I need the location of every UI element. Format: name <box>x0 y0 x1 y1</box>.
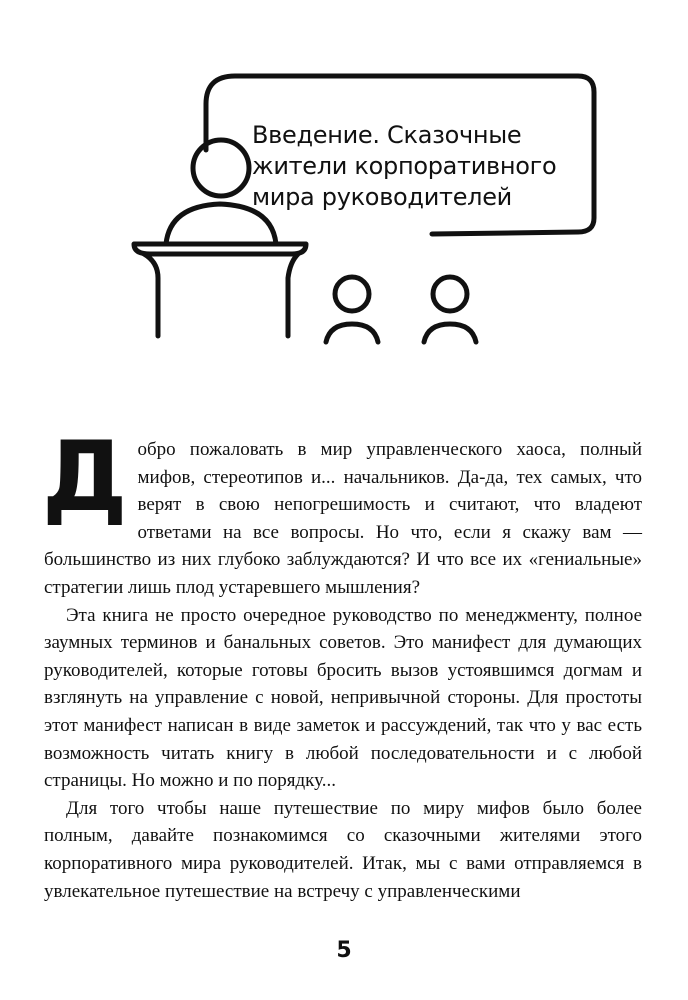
chapter-heading <box>252 120 572 213</box>
audience-head-icon <box>433 277 467 311</box>
page-number: 5 <box>336 938 352 963</box>
chapter-heading-line: Введение. Сказочные <box>252 121 522 149</box>
drop-cap: Д <box>42 421 128 533</box>
paragraph-1: обро пожаловать в мир управленческого хаоса, полный мифов, стереотипов и... начальников. Да-да, тех самых, что верят в свою непогрешимость и считают, что владеют ответами на все вопросы. Но что, если я скажу вам — большинство из них глубоко заблуждаются? И что все их «гениальные» стратегии лишь плод устаревшего мышления? <box>44 439 642 598</box>
audience-shoulders-icon <box>424 324 476 342</box>
podium-icon <box>134 244 306 254</box>
paragraph-3: Для того чтобы наше путешествие по миру мифов было более полным, давайте познакомимся со сказочными жителями этого корпоративного мира руководителей. Итак, мы с вами отправляемся в увлекательное путешествие на встречу с управленческими <box>44 797 642 902</box>
audience-head-icon <box>335 277 369 311</box>
chapter-heading-line: жители корпоративного <box>252 152 557 180</box>
body-text <box>42 421 642 905</box>
audience-shoulders-icon <box>326 324 378 342</box>
speaker-head-icon <box>193 140 249 196</box>
chapter-heading-line: мира руководителей <box>252 183 512 211</box>
paragraph-2: Эта книга не просто очередное руководство по менеджменту, полное заумных терминов и банальных советов. Это манифест для думающих руководителей, которые готовы бросить вызов устоявшимся догмам и взглянуть на управление с новой, непривычной стороны. Для простоты этот манифест написан в виде заметок и рассуждений, так что у вас есть возможность читать книгу в любой последовательности и с любой страницы. Но можно и по порядку... <box>44 604 642 792</box>
